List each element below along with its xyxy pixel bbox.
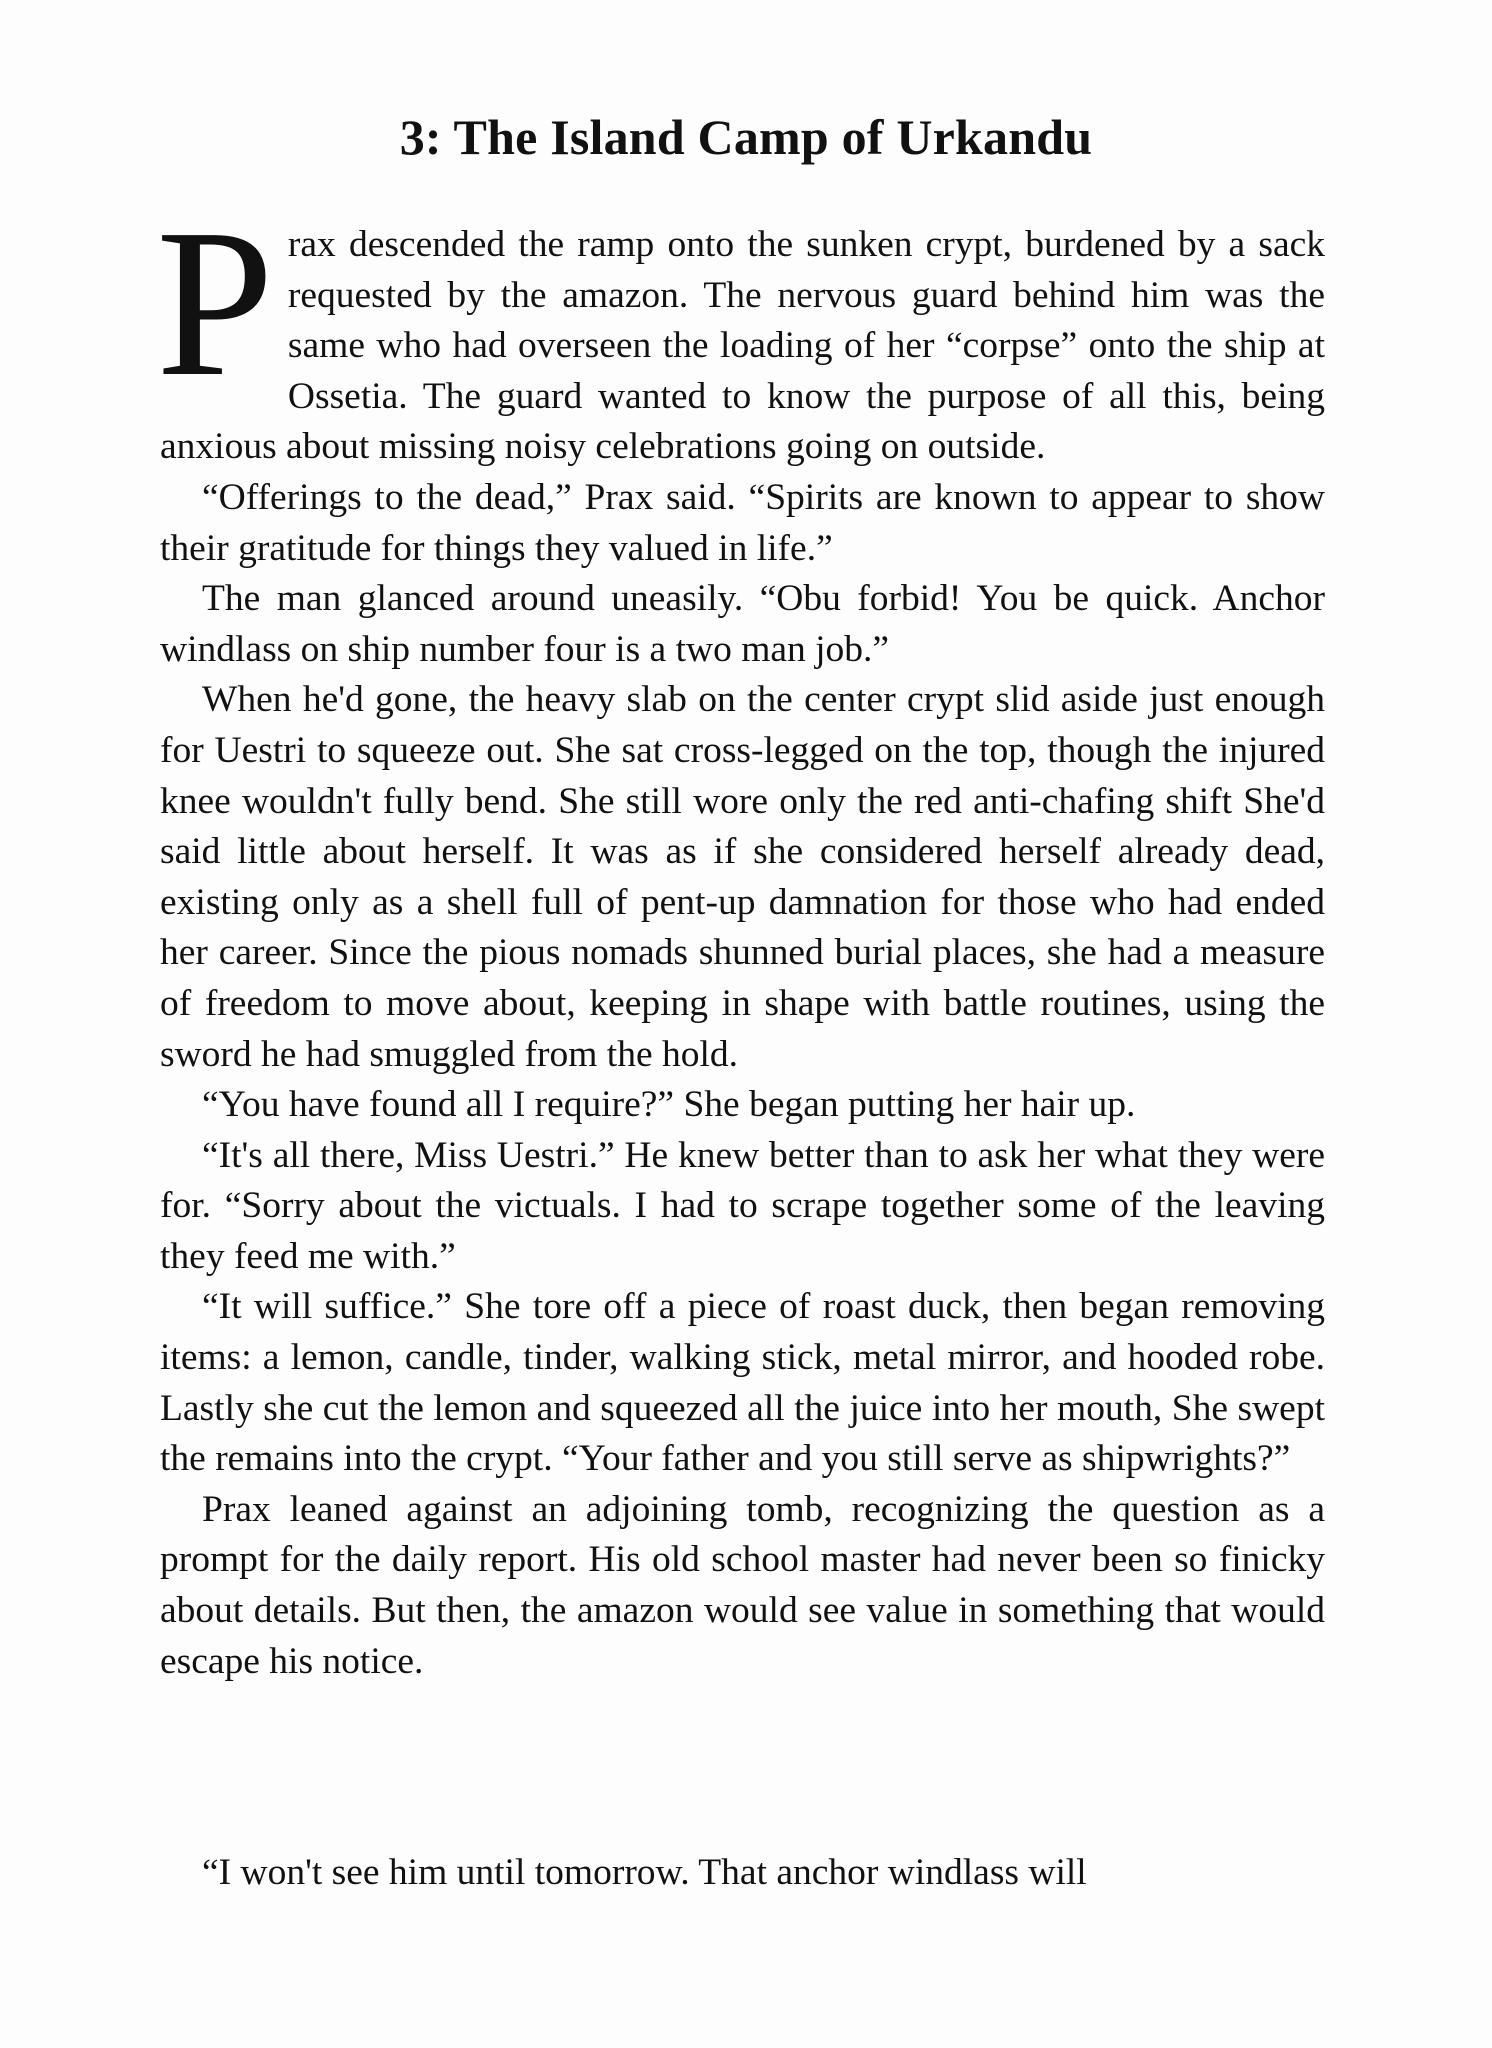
- paragraph-7: “It will suffice.” She tore off a piece of roast duck, then began removing items: a lemon, candle, tinder, walking stick, metal mirror, and hooded robe. Lastly she cut the lemon and squeezed all the juice into her mouth, She swept the remains into the crypt. “Your father and you still serve as shipwrights?”: [160, 1286, 1325, 1480]
- paragraph-6: “It's all there, Miss Uestri.” He knew better than to ask her what they were for. “Sorry about the victuals. I had to scrape together some of the leaving they feed me with.”: [160, 1134, 1325, 1277]
- chapter-title: 3: The Island Camp of Urkandu: [399, 109, 1093, 165]
- cut-off-line-text: “I won't see him until tomorrow. That anchor windlass will: [202, 1852, 1087, 1893]
- chapter-body: [156, 185, 1325, 1687]
- paragraph-2: “Offerings to the dead,” Prax said. “Spirits are known to appear to show their gratitude for things they valued in life.”: [160, 476, 1325, 569]
- paragraph-4: When he'd gone, the heavy slab on the center crypt slid aside just enough for Uestri to squeeze out. She sat cross-legged on the top, though the injured knee wouldn't fully bend. She still wore only the red anti-chafing shift She'd said little about herself. It was as if she considered herself already dead, existing only as a shell full of pent-up damnation for those who had ended her career. Since the pious nomads shunned burial places, she had a measure of freedom to move about, keeping in shape with battle routines, using the sword he had smuggled from the hold.: [160, 679, 1325, 1075]
- paragraph-1-text: rax descended the ramp onto the sunken crypt, burdened by a sack requested by the amazon. The nervous guard behind him was the same who had overseen the loading of her “corpse” onto the ship at Ossetia. The guard wanted to know the purpose of all this, being anxious about missing noisy celebrations going on outside.: [160, 224, 1325, 468]
- paragraph-3: The man glanced around uneasily. “Obu forbid! You be quick. Anchor windlass on ship number four is a two man job.”: [160, 578, 1325, 670]
- paragraph-1: [156, 185, 1325, 473]
- drop-cap: P: [156, 185, 274, 420]
- paragraph-5: “You have found all I require?” She began putting her hair up.: [202, 1084, 1136, 1126]
- paragraph-8: Prax leaned against an adjoining tomb, recognizing the question as a prompt for the daily report. His old school master had never been so finicky about details. But then, the amazon would see value in something that would escape his notice.: [160, 1488, 1325, 1682]
- cut-off-line: [160, 1848, 1325, 1893]
